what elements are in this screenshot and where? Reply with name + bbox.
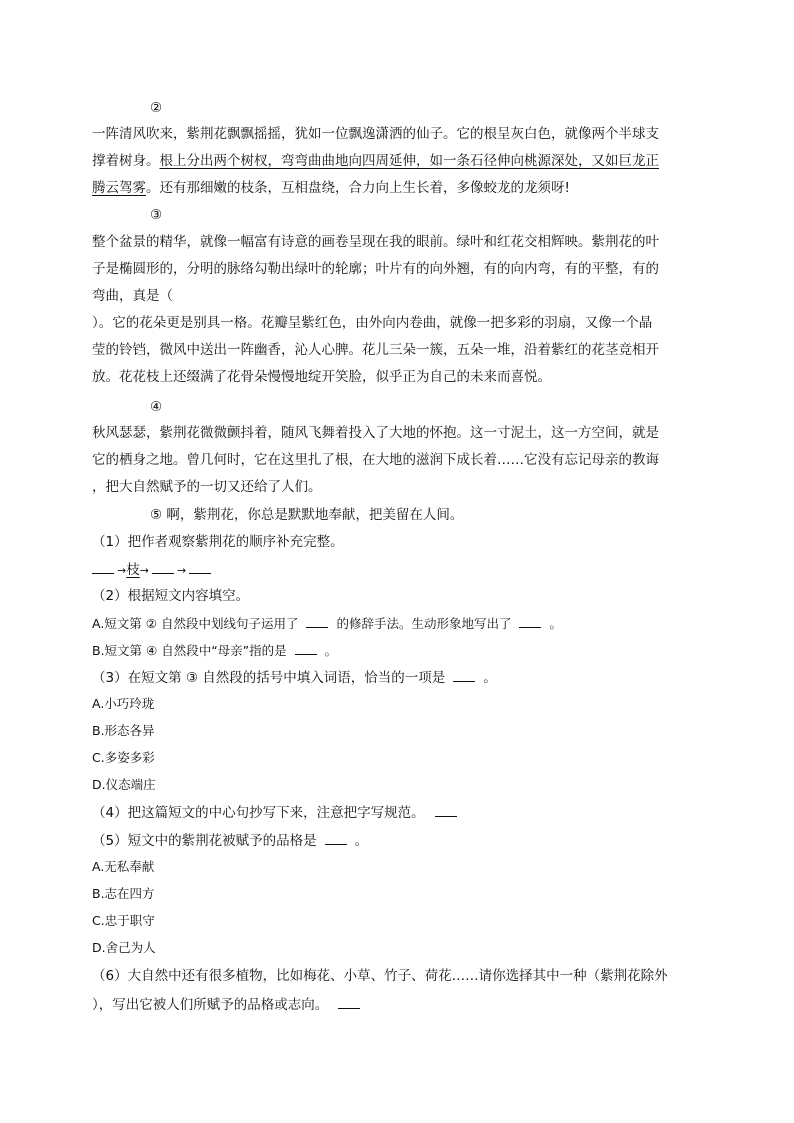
option-d[interactable]: D.舍己为人 — [92, 940, 156, 955]
underlined-sentence: 根上分出两个树杈，弯弯曲曲地向四周延伸，如一条石径伸向桃源深处，又如巨龙正 — [159, 153, 659, 169]
text-span: 的修辞手法。生动形象地写出了 — [336, 616, 512, 631]
question-1: （1）把作者观察紫荆花的顺序补充完整。 — [92, 534, 344, 550]
answer-blank[interactable] — [92, 559, 114, 574]
option-c[interactable]: C.多姿多彩 — [92, 750, 155, 765]
paragraph-2-line-2 — [92, 151, 702, 171]
paragraph-4-line-1: 秋风瑟瑟，紫荆花微微颤抖着，随风飞舞着投入了大地的怀抱。这一寸泥土，这一方空间，就是 — [92, 425, 659, 441]
text-span: （5）短文中的紫荆花被赋予的品格是 — [92, 833, 317, 849]
arrow-icon: → — [176, 564, 187, 577]
paragraph-3-line-5: 莹的铃铛，微风中送出一阵幽香，沁人心脾。花儿三朵一簇，五朵一堆，沿着紫红的花茎竞相开 — [92, 342, 659, 358]
text-span: 。 — [549, 616, 562, 631]
text-span: （3）在短文第 ③ 自然段的括号中填入词语，恰当的一项是 — [92, 670, 446, 686]
answer-blank[interactable] — [453, 667, 475, 682]
paragraph-5: ⑤ 啊，紫荆花，你总是默默地奉献，把美留在人间。 — [150, 507, 464, 523]
answer-blank[interactable] — [435, 802, 457, 817]
text-span: B.短文第 ④ 自然段中“母亲”指的是 — [92, 643, 287, 658]
text-span: 。 — [354, 833, 369, 849]
arrow-icon: → — [139, 564, 149, 577]
answer-blank[interactable] — [306, 613, 328, 628]
paragraph-3-line-1: 整个盆景的精华，就像一幅富有诗意的画卷呈现在我的眼前。绿叶和红花交相辉映。紫荆花的叶 — [92, 234, 659, 250]
option-b[interactable]: B.志在四方 — [92, 886, 155, 901]
underlined-sentence: 腾云驾雾 — [92, 180, 146, 196]
paragraph-3-line-2: 子是椭圆形的，分明的脉络勾勒出绿叶的轮廓；叶片有的向外翘，有的向内弯，有的平整，有的 — [92, 261, 659, 277]
question-2a — [92, 613, 702, 634]
question-6-line-2 — [92, 994, 702, 1015]
paragraph-3-line-4: ）。它的花朵更是别具一格。花瓣呈紫红色，由外向内卷曲，就像一把多彩的羽扇，又像一个晶 — [92, 315, 653, 331]
paragraph-2-line-3 — [92, 178, 702, 198]
text-span: 。还有那细嫩的枝条，互相盘绕，合力向上生长着，多像蛟龙的龙须呀! — [146, 180, 570, 196]
text-span: 撑着树身。 — [92, 153, 160, 169]
question-1-sequence — [92, 559, 702, 581]
text-span: 。 — [324, 643, 338, 658]
question-2b — [92, 640, 702, 661]
text-span: ），写出它被人们所赋予的品格或志向。 — [92, 997, 329, 1013]
question-4 — [92, 802, 702, 823]
option-a[interactable]: A.小巧玲珑 — [92, 696, 155, 711]
question-6-line-1: （6）大自然中还有很多植物，比如梅花、小草、竹子、荷花……请你选择其中一种（紫荆花除外 — [92, 968, 668, 984]
option-a[interactable]: A.无私奉献 — [92, 859, 155, 874]
option-c[interactable]: C.忠于职守 — [92, 913, 155, 928]
sequence-branch: 枝 — [126, 562, 140, 578]
paragraph-2-line-1: 一阵清风吹来，紫荆花飘飘摇摇，犹如一位飘逸潇洒的仙子。它的根呈灰白色，就像两个半球支 — [92, 126, 659, 142]
option-b[interactable]: B.形态各异 — [92, 723, 155, 738]
paragraph-4-line-2: 它的栖身之地。曾几何时，它在这里扎了根，在大地的滋润下成长着……它没有忘记母亲的教诲 — [92, 452, 659, 468]
answer-blank[interactable] — [338, 994, 360, 1009]
answer-blank[interactable] — [189, 559, 211, 574]
answer-blank[interactable] — [325, 830, 347, 845]
paragraph-3-line-6: 放。花花枝上还缀满了花骨朵慢慢地绽开笑脸，似乎正为自己的未来而喜悦。 — [92, 369, 551, 385]
paragraph-number: ③ — [150, 207, 163, 223]
paragraph-number: ② — [150, 100, 163, 116]
option-d[interactable]: D.仪态端庄 — [92, 777, 156, 792]
paragraph-number: ④ — [150, 399, 163, 415]
arrow-icon: → — [117, 564, 127, 577]
question-3 — [92, 667, 702, 688]
paragraph-3-line-3: 弯曲，真是（ — [92, 288, 173, 304]
question-5 — [92, 830, 702, 851]
answer-blank[interactable] — [152, 559, 174, 574]
text-span: A.短文第 ② 自然段中划线句子运用了 — [92, 616, 299, 631]
text-span: 。 — [483, 670, 497, 686]
question-2: （2）根据短文内容填空。 — [92, 588, 250, 604]
paragraph-4-line-3: ，把大自然赋予的一切又还给了人们。 — [92, 479, 322, 495]
answer-blank[interactable] — [519, 613, 541, 628]
text-span: （4）把这篇短文的中心句抄写下来，注意把字写规范。 — [92, 805, 425, 821]
answer-blank[interactable] — [295, 640, 317, 655]
